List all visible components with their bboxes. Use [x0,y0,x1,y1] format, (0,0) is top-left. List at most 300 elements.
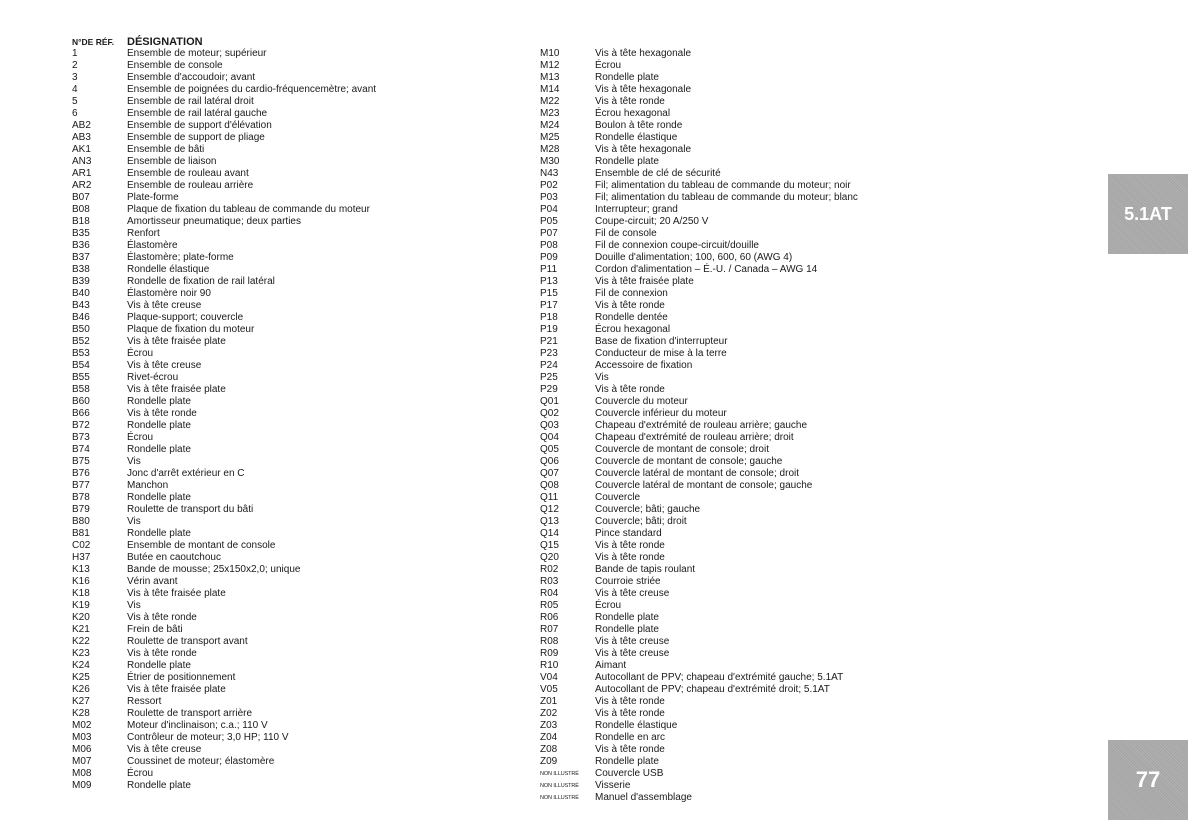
part-row [540,132,960,144]
part-row [72,456,512,468]
part-designation: Roulette de transport avant [127,636,248,647]
part-ref: K13 [72,564,90,575]
part-ref: R06 [540,612,559,623]
part-ref: B78 [72,492,90,503]
part-row [540,468,960,480]
part-ref: B72 [72,420,90,431]
part-ref: AR1 [72,168,92,179]
part-designation: Rondelle plate [595,624,659,635]
part-designation: Couvercle USB [595,768,664,779]
part-designation: Vis [127,600,141,611]
part-designation: Vis à tête ronde [595,540,665,551]
part-ref: K27 [72,696,90,707]
part-row [72,324,512,336]
part-ref: B75 [72,456,90,467]
part-row [72,756,512,768]
part-ref: Q02 [540,408,559,419]
part-row [72,132,512,144]
part-designation: Élastomère noir 90 [127,288,211,299]
part-designation: Vis à tête ronde [127,648,197,659]
part-row [540,312,960,324]
part-row [72,96,512,108]
part-ref: Z08 [540,744,558,755]
part-ref: K26 [72,684,90,695]
part-row [72,564,512,576]
part-ref: NON ILLUSTRÉ [540,771,579,777]
part-ref: Q11 [540,492,559,503]
part-row [540,396,960,408]
part-ref: P13 [540,276,558,287]
part-ref: B07 [72,192,90,203]
part-ref: B08 [72,204,90,215]
part-designation: Écrou [127,348,154,359]
part-designation: Visserie [595,780,631,791]
part-ref: B36 [72,240,90,251]
part-row [540,696,960,708]
part-row [72,708,512,720]
part-ref: P05 [540,216,558,227]
part-row [72,600,512,612]
part-row [72,156,512,168]
part-designation: Fil; alimentation du tableau de commande du moteur; blanc [595,192,858,203]
part-designation: Fil; alimentation du tableau de commande du moteur; noir [595,180,851,191]
part-designation: Autocollant de PPV; chapeau d'extrémité droit; 5.1AT [595,684,830,695]
part-row [72,336,512,348]
part-row [72,540,512,552]
part-ref: Q04 [540,432,559,443]
part-ref: B43 [72,300,90,311]
part-designation: Chapeau d'extrémité de rouleau arrière; droit [595,432,794,443]
part-designation: Rondelle plate [595,612,659,623]
page-number: 77 [1108,740,1188,820]
part-designation: Chapeau d'extrémité de rouleau arrière; gauche [595,420,808,431]
part-designation: Vis à tête fraisée plate [127,336,226,347]
part-designation: Couvercle de montant de console; gauche [595,456,783,467]
part-designation: Rondelle plate [595,72,659,83]
part-designation: Autocollant de PPV; chapeau d'extrémité gauche; 5.1AT [595,672,844,683]
part-ref: M22 [540,96,560,107]
part-designation: Ensemble de rail latéral gauche [127,108,268,119]
part-ref: B73 [72,432,90,443]
part-ref: B54 [72,360,90,371]
part-ref: M07 [72,756,92,767]
part-row [540,228,960,240]
part-ref: R05 [540,600,559,611]
part-designation: Plaque de fixation du moteur [127,324,255,335]
part-ref: B58 [72,384,90,395]
part-ref: K25 [72,672,90,683]
part-row [540,420,960,432]
part-row [540,240,960,252]
part-row [72,252,512,264]
part-row [540,576,960,588]
part-row [540,636,960,648]
part-ref: B35 [72,228,90,239]
part-ref: P19 [540,324,558,335]
part-designation: Vis à tête creuse [595,648,670,659]
part-designation: Écrou hexagonal [595,108,671,119]
part-ref: M28 [540,144,560,155]
part-designation: Vis à tête fraisée plate [127,384,226,395]
part-designation: Vis à tête hexagonale [595,144,692,155]
part-ref: K24 [72,660,90,671]
part-ref: AK1 [72,144,91,155]
part-designation: Ensemble d'accoudoir; avant [127,72,256,83]
part-ref: Q12 [540,504,559,515]
part-ref: Q13 [540,516,559,527]
part-ref: K21 [72,624,90,635]
part-designation: Rondelle plate [595,156,659,167]
part-designation: Pince standard [595,528,662,539]
part-row [72,396,512,408]
part-row [540,180,960,192]
part-row [540,588,960,600]
part-row [540,648,960,660]
part-ref: Q15 [540,540,559,551]
part-ref: 5 [72,96,78,107]
part-designation: Vis à tête ronde [127,408,197,419]
part-row [72,744,512,756]
part-row [540,48,960,60]
part-ref: Z09 [540,756,558,767]
part-ref: B40 [72,288,90,299]
part-ref: AB3 [72,132,91,143]
part-ref: P02 [540,180,558,191]
part-designation: Plate-forme [127,192,179,203]
part-row [540,732,960,744]
part-ref: M14 [540,84,560,95]
part-row [72,192,512,204]
part-row [540,768,960,780]
part-ref: NON ILLUSTRÉ [540,795,579,801]
part-row [540,72,960,84]
part-designation: Vis [595,372,609,383]
part-designation: Courroie striée [595,576,661,587]
part-row [540,792,960,804]
part-ref: P23 [540,348,558,359]
part-designation: Fil de connexion [595,288,668,299]
part-designation: Rondelle plate [127,780,191,791]
part-row [540,540,960,552]
part-designation: Vis à tête ronde [595,744,665,755]
part-ref: 4 [72,84,78,95]
part-ref: Q01 [540,396,559,407]
part-row [540,456,960,468]
part-designation: Rivet-écrou [127,372,179,383]
part-designation: Fil de connexion coupe-circuit/douille [595,240,759,251]
part-ref: M25 [540,132,560,143]
part-row [540,672,960,684]
part-row [72,48,512,60]
part-row [72,204,512,216]
part-row [72,120,512,132]
part-row [540,264,960,276]
part-designation: Couvercle de montant de console; droit [595,444,769,455]
part-ref: Z03 [540,720,558,731]
part-designation: Écrou [127,432,154,443]
part-ref: K20 [72,612,90,623]
part-ref: P04 [540,204,558,215]
part-row [540,720,960,732]
part-designation: Couvercle [595,492,641,503]
part-row [72,432,512,444]
part-row [72,312,512,324]
part-ref: R04 [540,588,559,599]
parts-list-header [72,36,512,48]
part-designation: Moteur d'inclinaison; c.a.; 110 V [127,720,268,731]
part-designation: Écrou [127,768,154,779]
part-designation: Jonc d'arrêt extérieur en C [127,468,245,479]
part-ref: P15 [540,288,558,299]
part-row [72,264,512,276]
part-designation: Couvercle; bâti; gauche [595,504,701,515]
part-ref: Q06 [540,456,559,467]
part-designation: Vérin avant [127,576,178,587]
part-ref: B46 [72,312,90,323]
part-ref: B60 [72,396,90,407]
part-row [72,516,512,528]
part-row [540,624,960,636]
part-designation: Couvercle latéral de montant de console; gauche [595,480,813,491]
part-row [72,576,512,588]
part-ref: K18 [72,588,90,599]
part-designation: Conducteur de mise à la terre [595,348,727,359]
part-ref: B38 [72,264,90,275]
part-row [72,528,512,540]
part-ref: P03 [540,192,558,203]
part-ref: M23 [540,108,560,119]
part-designation: Rondelle de fixation de rail latéral [127,276,275,287]
part-ref: P11 [540,264,558,275]
part-row [72,180,512,192]
part-ref: P24 [540,360,558,371]
part-row [72,780,512,792]
part-ref: B74 [72,444,90,455]
part-ref: P09 [540,252,558,263]
part-ref: M30 [540,156,560,167]
part-ref: 1 [72,48,78,59]
part-row [540,348,960,360]
part-ref: P08 [540,240,558,251]
part-ref: 3 [72,72,78,83]
ref-header: N°DE RÉF. [72,37,115,47]
part-ref: P29 [540,384,558,395]
part-designation: Cordon d'alimentation – É.-U. / Canada – AWG 14 [595,264,818,275]
part-ref: R08 [540,636,559,647]
part-designation: Plaque de fixation du tableau de commande du moteur [127,204,370,215]
part-ref: B79 [72,504,90,515]
part-designation: Douille d'alimentation; 100, 600, 60 (AWG 4) [595,252,793,263]
part-row [540,204,960,216]
part-ref: AN3 [72,156,92,167]
part-ref: K22 [72,636,90,647]
part-row [540,780,960,792]
part-designation: Ensemble de poignées du cardio-fréquencemètre; avant [127,84,377,95]
part-designation: Vis à tête creuse [127,300,202,311]
part-ref: H37 [72,552,91,563]
part-row [72,360,512,372]
part-ref: N43 [540,168,559,179]
part-ref: M10 [540,48,560,59]
part-designation: Rondelle plate [127,444,191,455]
part-ref: Z04 [540,732,558,743]
part-designation: Ensemble de rouleau arrière [127,180,254,191]
part-ref: R03 [540,576,559,587]
part-row [540,60,960,72]
part-row [72,552,512,564]
part-row [540,744,960,756]
part-ref: AB2 [72,120,91,131]
part-designation: Rondelle en arc [595,732,666,743]
part-row [72,612,512,624]
part-designation: Rondelle plate [127,660,191,671]
part-designation: Ensemble de liaison [127,156,217,167]
part-designation: Vis à tête ronde [595,552,665,563]
part-designation: Écrou hexagonal [595,324,671,335]
part-designation: Vis [127,456,141,467]
part-row [540,96,960,108]
part-row [72,696,512,708]
part-designation: Ensemble de rail latéral droit [127,96,254,107]
part-row [540,408,960,420]
part-designation: Coussinet de moteur; élastomère [127,756,275,767]
part-designation: Accessoire de fixation [595,360,693,371]
part-ref: M24 [540,120,560,131]
part-designation: Boulon à tête ronde [595,120,683,131]
part-row [72,624,512,636]
part-ref: K19 [72,600,90,611]
part-row [72,720,512,732]
part-ref: V04 [540,672,558,683]
part-designation: Butée en caoutchouc [127,552,221,563]
part-ref: NON ILLUSTRÉ [540,783,579,789]
part-designation: Étrier de positionnement [127,672,236,683]
part-ref: R07 [540,624,559,635]
part-row [72,492,512,504]
part-designation: Bande de mousse; 25x150x2,0; unique [127,564,301,575]
part-designation: Base de fixation d'interrupteur [595,336,728,347]
part-designation: Vis à tête hexagonale [595,48,692,59]
part-row [540,516,960,528]
part-designation: Roulette de transport du bâti [127,504,254,515]
part-designation: Élastomère; plate-forme [127,252,234,263]
part-ref: B77 [72,480,90,491]
part-designation: Rondelle élastique [127,264,210,275]
part-row [540,612,960,624]
part-designation: Couvercle; bâti; droit [595,516,687,527]
part-ref: Q20 [540,552,559,563]
part-row [72,168,512,180]
part-row [540,372,960,384]
part-row [72,216,512,228]
part-ref: B18 [72,216,90,227]
part-row [72,588,512,600]
part-designation: Ensemble de bâti [127,144,205,155]
part-row [540,528,960,540]
part-designation: Élastomère [127,240,178,251]
part-ref: Q08 [540,480,559,491]
part-designation: Vis [127,516,141,527]
part-designation: Ensemble de support de pliage [127,132,265,143]
part-designation: Ensemble de console [127,60,223,71]
part-row [540,108,960,120]
part-designation: Coupe-circuit; 20 A/250 V [595,216,709,227]
part-designation: Fil de console [595,228,657,239]
part-row [72,300,512,312]
part-row [72,384,512,396]
part-designation: Écrou [595,60,622,71]
part-row [72,504,512,516]
part-designation: Contrôleur de moteur; 3,0 HP; 110 V [127,732,289,743]
part-ref: K23 [72,648,90,659]
part-row [540,288,960,300]
part-designation: Rondelle élastique [595,720,678,731]
part-ref: R09 [540,648,559,659]
part-designation: Couvercle latéral de montant de console; droit [595,468,800,479]
part-row [540,276,960,288]
part-row [540,708,960,720]
part-row [72,660,512,672]
part-row [72,408,512,420]
part-ref: M13 [540,72,560,83]
parts-list-right [540,36,960,804]
part-row [72,240,512,252]
part-ref: B39 [72,276,90,287]
part-designation: Vis à tête fraisée plate [595,276,694,287]
part-ref: B81 [72,528,90,539]
part-designation: Vis à tête ronde [127,612,197,623]
part-ref: Z02 [540,708,558,719]
part-designation: Roulette de transport arrière [127,708,253,719]
part-designation: Rondelle plate [127,528,191,539]
part-ref: M08 [72,768,92,779]
part-designation: Frein de bâti [127,624,183,635]
part-ref: B80 [72,516,90,527]
part-designation: Ressort [127,696,162,707]
part-row [540,324,960,336]
part-ref: B52 [72,336,90,347]
part-designation: Renfort [127,228,160,239]
part-row [72,480,512,492]
part-designation: Vis à tête ronde [595,696,665,707]
part-row [540,336,960,348]
part-row [540,684,960,696]
designation-header: DÉSIGNATION [127,36,203,48]
part-ref: M09 [72,780,92,791]
part-row [72,444,512,456]
part-designation: Rondelle plate [127,396,191,407]
part-ref: P18 [540,312,558,323]
part-row [72,420,512,432]
part-ref: K28 [72,708,90,719]
part-row [540,660,960,672]
part-designation: Ensemble de clé de sécurité [595,168,721,179]
part-ref: Z01 [540,696,558,707]
part-ref: B55 [72,372,90,383]
part-row [540,504,960,516]
part-designation: Rondelle plate [595,756,659,767]
part-row [72,348,512,360]
part-row [72,84,512,96]
parts-list-header-spacer [540,36,960,48]
part-row [72,108,512,120]
part-row [72,732,512,744]
part-row [540,252,960,264]
part-row [72,144,512,156]
part-row [540,564,960,576]
part-designation: Ensemble de moteur; supérieur [127,48,267,59]
part-designation: Rondelle élastique [595,132,678,143]
